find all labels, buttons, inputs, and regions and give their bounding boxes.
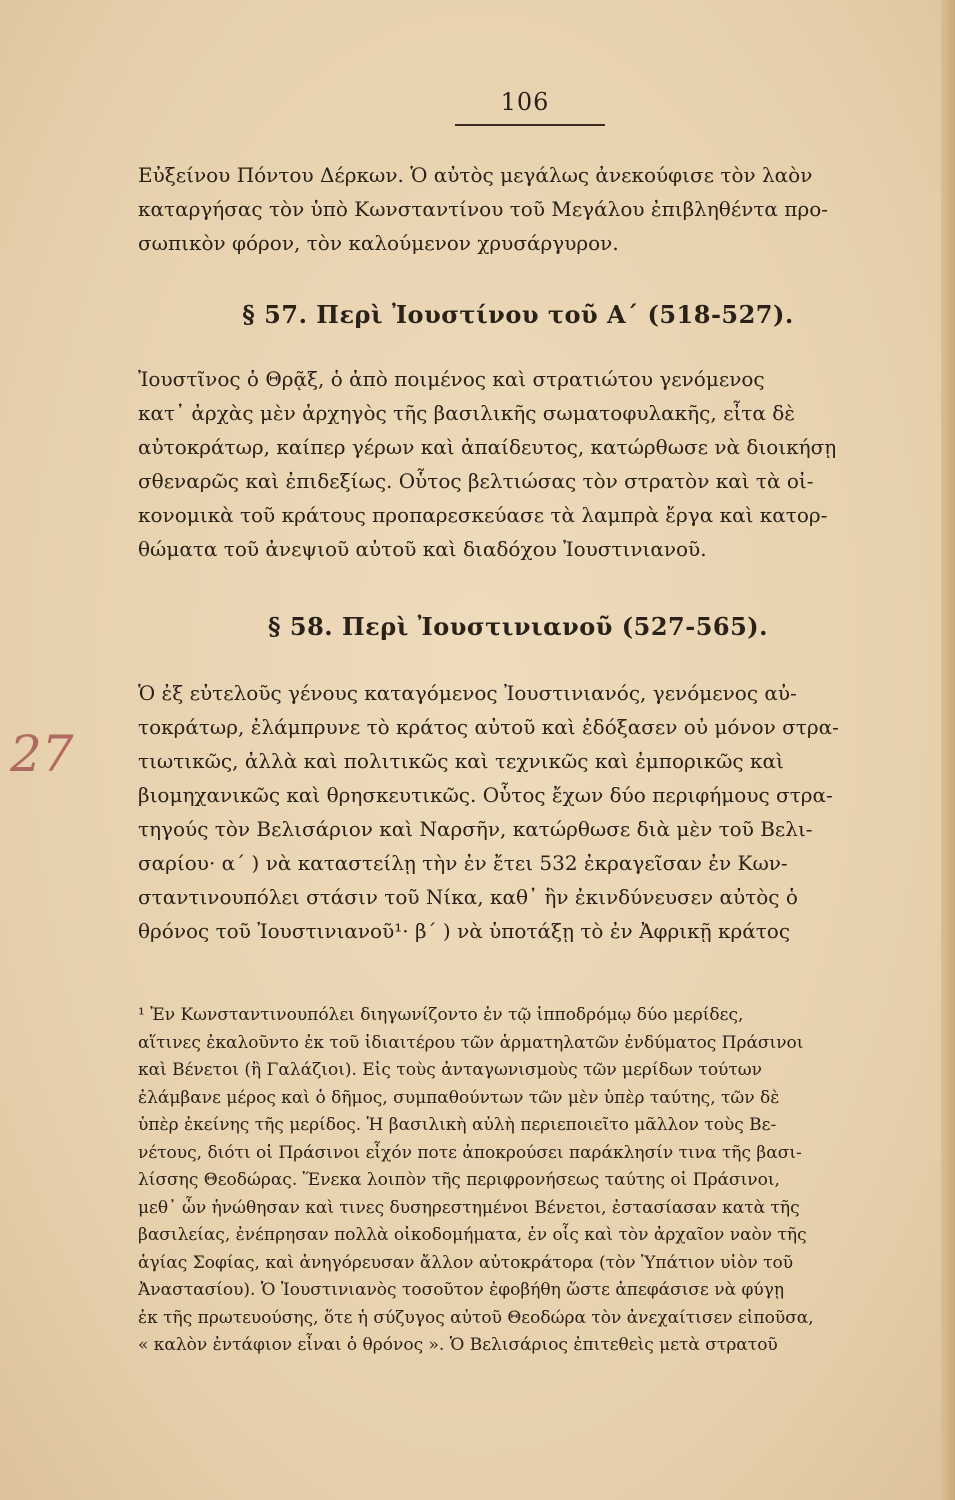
- footnote-line: αἵτινες ἐκαλοῦντο ἐκ τοῦ ἰδιαιτέρου τῶν ἁρματηλατῶν ἐνδύματος Πράσινοι: [138, 1032, 804, 1053]
- text-line: τιωτικῶς, ἀλλὰ καὶ πολιτικῶς καὶ τεχνικῶς καὶ ἐμπορικῶς καὶ: [138, 749, 784, 773]
- text-line: Εὐξείνου Πόντου Δέρκων. Ὁ αὐτὸς μεγάλως ἀνεκούφισε τὸν λαὸν: [138, 163, 813, 187]
- text-line: κονομικὰ τοῦ κράτους προπαρεσκεύασε τὰ λαμπρὰ ἔργα καὶ κατορ-: [138, 503, 828, 527]
- footnote-line: καὶ Βένετοι (ἢ Γαλάζιοι). Εἰς τοὺς ἀνταγωνισμοὺς τῶν μερίδων τούτων: [138, 1060, 762, 1080]
- footnote-line: ἁγίας Σοφίας, καὶ ἀνηγόρευσαν ἄλλον αὐτοκράτορα (τὸν Ὑπάτιον υἱὸν τοῦ: [138, 1252, 794, 1273]
- footnote-line: μεθ᾽ ὧν ἡνώθησαν καὶ τινες δυσηρεστημένοι Βένετοι, ἐστασίασαν κατὰ τῆς: [138, 1197, 800, 1218]
- text-line: τηγούς τὸν Βελισάριον καὶ Ναρσῆν, κατώρθωσε διὰ μὲν τοῦ Βελι-: [138, 817, 813, 841]
- intro-paragraph: [138, 158, 898, 260]
- text-line: βιομηχανικῶς καὶ θρησκευτικῶς. Οὗτος ἔχων δύο περιφήμους στρα-: [138, 783, 833, 807]
- page-number-rule: [455, 124, 605, 126]
- text-line: θώματα τοῦ ἀνεψιοῦ αὐτοῦ καὶ διαδόχου Ἰουστινιανοῦ.: [138, 537, 707, 561]
- section-58-heading: § 58. Περὶ Ἰουστινιανοῦ (527-565).: [267, 612, 769, 641]
- page-edge: [941, 0, 955, 1500]
- page-number: 106: [500, 88, 550, 116]
- footnote-line: Ἀναστασίου). Ὁ Ἰουστινιανὸς τοσοῦτον ἐφοβήθη ὥστε ἀπεφάσισε νὰ φύγῃ: [138, 1280, 785, 1300]
- margin-annotation: 27: [10, 725, 74, 783]
- text-line: κατ᾽ ἀρχὰς μὲν ἀρχηγὸς τῆς βασιλικῆς σωματοφυλακῆς, εἶτα δὲ: [138, 401, 795, 425]
- footnote-line: ἐκ τῆς πρωτευούσης, ὅτε ἡ σύζυγος αὐτοῦ Θεοδώρα τὸν ἀνεχαίτισεν εἰποῦσα,: [138, 1307, 814, 1328]
- text-line: σωπικὸν φόρον, τὸν καλούμενον χρυσάργυρον.: [138, 231, 619, 255]
- text-line: Ἰουστῖνος ὁ Θρᾷξ, ὁ ἀπὸ ποιμένος καὶ στρατιώτου γενόμενος: [138, 367, 765, 391]
- text-line: θρόνος τοῦ Ἰουστινιανοῦ¹· β΄ ) νὰ ὑποτάξῃ τὸ ἐν Ἀφρικῇ κράτος: [138, 919, 791, 943]
- footnote-line: λίσσης Θεοδώρας. Ἕνεκα λοιπὸν τῆς περιφρονήσεως ταύτης οἱ Πράσινοι,: [138, 1170, 780, 1190]
- footnote-line: νέτους, διότι οἱ Πράσινοι εἶχόν ποτε ἀποκρούσει παράκλησίν τινα τῆς βασι-: [138, 1142, 802, 1163]
- footnote-line: « καλὸν ἐντάφιον εἶναι ὁ θρόνος ». Ὁ Βελισάριος ἐπιτεθεὶς μετὰ στρατοῦ: [138, 1335, 778, 1355]
- footnote: [138, 1002, 898, 1360]
- text-line: σταντινουπόλει στάσιν τοῦ Νίκα, καθ᾽ ἣν ἐκινδύνευσεν αὐτὸς ὁ: [138, 885, 798, 909]
- footnote-line: ἐλάμβανε μέρος καὶ ὁ δῆμος, συμπαθούντων τῶν μὲν ὑπὲρ ταύτης, τῶν δὲ: [138, 1087, 780, 1108]
- text-line: σθεναρῶς καὶ ἐπιδεξίως. Οὗτος βελτιώσας τὸν στρατὸν καὶ τὰ οἰ-: [138, 469, 814, 493]
- footnote-line: ὑπὲρ ἐκείνης τῆς μερίδος. Ἡ βασιλικὴ αὐλὴ περιεποιεῖτο μᾶλλον τοὺς Βε-: [138, 1115, 777, 1135]
- section-57-paragraph: [138, 362, 898, 566]
- text-line: σαρίου· α΄ ) νὰ καταστείλῃ τὴν ἐν ἔτει 532 ἐκραγεῖσαν ἐν Κων-: [138, 851, 788, 875]
- text-line: καταργήσας τὸν ὑπὸ Κωνσταντίνου τοῦ Μεγάλου ἐπιβληθέντα προ-: [138, 197, 828, 221]
- section-57-heading: § 57. Περὶ Ἰουστίνου τοῦ Α΄ (518-527).: [242, 300, 794, 329]
- footnote-line: ¹ Ἐν Κωνσταντινουπόλει διηγωνίζοντο ἐν τῷ ἱπποδρόμῳ δύο μερίδες,: [138, 1005, 744, 1025]
- text-line: αὐτοκράτωρ, καίπερ γέρων καὶ ἀπαίδευτος, κατώρθωσε νὰ διοικήσῃ: [138, 435, 837, 459]
- section-58-paragraph: [138, 676, 898, 948]
- footnote-line: βασιλείας, ἐνέπρησαν πολλὰ οἰκοδομήματα, ἐν οἷς καὶ τὸν ἀρχαῖον ναὸν τῆς: [138, 1225, 807, 1245]
- text-line: τοκράτωρ, ἐλάμπρυνε τὸ κράτος αὐτοῦ καὶ ἐδόξασεν οὐ μόνον στρα-: [138, 715, 839, 739]
- text-line: Ὁ ἐξ εὐτελοῦς γένους καταγόμενος Ἰουστινιανός, γενόμενος αὐ-: [138, 681, 797, 705]
